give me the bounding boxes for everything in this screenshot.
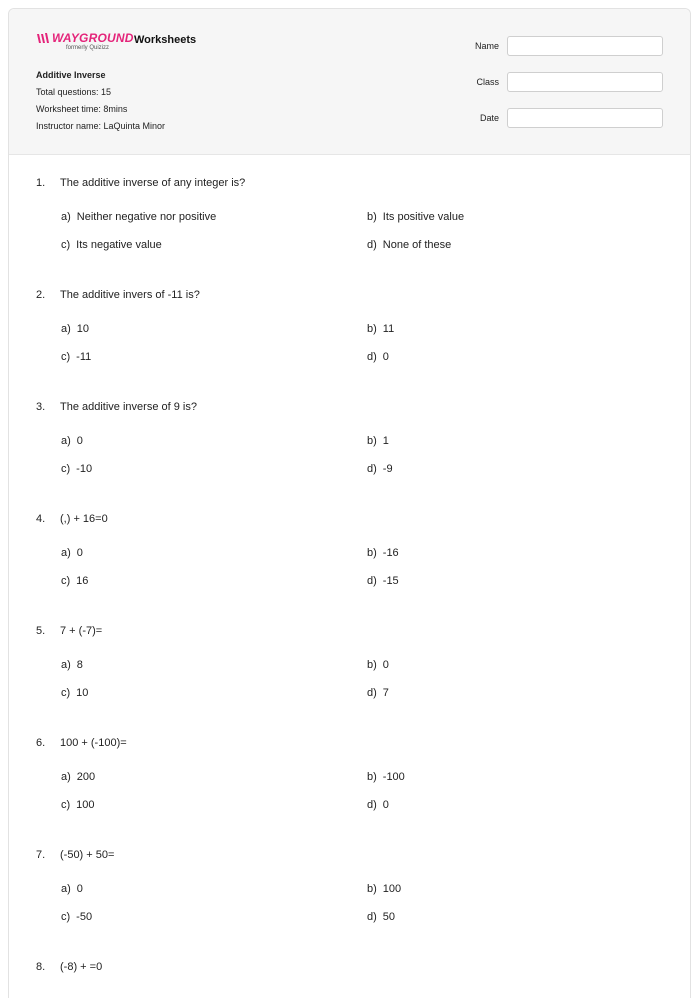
option-letter: d) bbox=[367, 351, 377, 363]
option-text: 0 bbox=[76, 435, 83, 447]
option-letter: b) bbox=[367, 883, 377, 895]
answer-option bbox=[61, 883, 367, 899]
wayground-logo bbox=[36, 31, 134, 45]
date-field-row bbox=[475, 107, 663, 129]
option-text: -15 bbox=[382, 575, 399, 587]
option-text: 10 bbox=[76, 687, 89, 699]
answer-option bbox=[367, 883, 627, 899]
answer-option bbox=[61, 659, 367, 675]
question-text: (-50) + 50= bbox=[60, 849, 115, 861]
option-letter: a) bbox=[61, 659, 71, 671]
option-text: -11 bbox=[76, 351, 92, 363]
product-title: Worksheets bbox=[134, 34, 197, 46]
option-letter: c) bbox=[61, 463, 71, 475]
question-number: 8. bbox=[36, 961, 46, 973]
brand bbox=[36, 31, 197, 52]
answer-option bbox=[61, 575, 367, 591]
option-letter: a) bbox=[61, 435, 71, 447]
option-letter: d) bbox=[367, 911, 377, 923]
question-3 bbox=[36, 401, 627, 479]
option-letter: d) bbox=[367, 687, 377, 699]
worksheet-header bbox=[9, 9, 690, 155]
option-text: 16 bbox=[76, 575, 89, 587]
answer-option bbox=[367, 687, 627, 703]
date-label: Date bbox=[479, 113, 499, 123]
instructor-name: Instructor name: LaQuinta Minor bbox=[36, 121, 166, 131]
option-text: 7 bbox=[382, 687, 389, 699]
question-text: 100 + (-100)= bbox=[60, 737, 127, 749]
option-letter: c) bbox=[61, 239, 71, 251]
option-letter: b) bbox=[367, 211, 377, 223]
answer-options bbox=[61, 435, 627, 479]
question-5 bbox=[36, 625, 627, 703]
question-text-row bbox=[36, 289, 627, 305]
option-text: 1 bbox=[382, 435, 389, 447]
option-text: 0 bbox=[382, 659, 389, 671]
answer-options bbox=[61, 211, 627, 255]
question-text-row bbox=[36, 625, 627, 641]
option-text: 50 bbox=[382, 911, 396, 923]
question-text: (,) + 16=0 bbox=[60, 513, 108, 525]
class-label: Class bbox=[476, 77, 499, 87]
option-text: None of these bbox=[382, 239, 452, 251]
question-text-row bbox=[36, 849, 627, 865]
answer-option bbox=[61, 687, 367, 703]
option-text: 0 bbox=[76, 547, 83, 559]
worksheet-meta bbox=[36, 67, 165, 135]
answer-options bbox=[61, 547, 627, 591]
option-letter: d) bbox=[367, 799, 377, 811]
answer-option bbox=[61, 435, 367, 451]
option-letter: d) bbox=[367, 463, 377, 475]
option-text: 8 bbox=[76, 659, 83, 671]
option-letter: b) bbox=[367, 435, 377, 447]
option-text: Its positive value bbox=[382, 211, 465, 223]
option-text: 200 bbox=[76, 771, 96, 783]
question-4 bbox=[36, 513, 627, 591]
answer-options bbox=[61, 659, 627, 703]
option-text: 0 bbox=[76, 883, 83, 895]
question-text-row bbox=[36, 177, 627, 193]
question-text-row bbox=[36, 737, 627, 753]
name-field-row bbox=[475, 35, 663, 57]
answer-option bbox=[61, 323, 367, 339]
worksheet-time: Worksheet time: 8mins bbox=[36, 104, 128, 114]
answer-option bbox=[367, 575, 627, 591]
option-text: -50 bbox=[76, 911, 93, 923]
question-text: The additive inverse of any integer is? bbox=[60, 177, 246, 189]
option-text: 100 bbox=[382, 883, 402, 895]
option-text: -100 bbox=[382, 771, 405, 783]
question-number: 1. bbox=[36, 177, 46, 189]
question-number: 3. bbox=[36, 401, 46, 413]
question-7 bbox=[36, 849, 627, 927]
option-letter: d) bbox=[367, 575, 377, 587]
class-input[interactable] bbox=[507, 72, 663, 92]
class-field-row bbox=[475, 71, 663, 93]
answer-options bbox=[61, 883, 627, 927]
answer-option bbox=[367, 211, 627, 227]
name-input[interactable] bbox=[507, 36, 663, 56]
option-letter: a) bbox=[61, 883, 71, 895]
answer-option bbox=[367, 323, 627, 339]
answer-option bbox=[367, 351, 627, 367]
worksheet-page bbox=[8, 8, 691, 998]
answer-option bbox=[367, 435, 627, 451]
answer-option bbox=[61, 771, 367, 787]
option-letter: b) bbox=[367, 659, 377, 671]
question-6 bbox=[36, 737, 627, 815]
date-input[interactable] bbox=[507, 108, 663, 128]
option-text: 0 bbox=[382, 799, 389, 811]
answer-option bbox=[367, 239, 627, 255]
question-text: 7 + (-7)= bbox=[60, 625, 103, 637]
question-text: (-8) + =0 bbox=[60, 961, 103, 973]
option-letter: c) bbox=[61, 575, 71, 587]
answer-option bbox=[367, 547, 627, 563]
question-number: 5. bbox=[36, 625, 46, 637]
option-text: 10 bbox=[76, 323, 90, 335]
total-questions: Total questions: 15 bbox=[36, 87, 112, 97]
option-letter: b) bbox=[367, 771, 377, 783]
option-text: -10 bbox=[76, 463, 93, 475]
question-1 bbox=[36, 177, 627, 255]
answer-option bbox=[367, 911, 627, 927]
option-letter: d) bbox=[367, 239, 377, 251]
question-text: The additive inverse of 9 is? bbox=[60, 401, 197, 413]
question-text: The additive invers of -11 is? bbox=[60, 289, 200, 301]
option-letter: c) bbox=[61, 351, 71, 363]
question-number: 6. bbox=[36, 737, 46, 749]
option-letter: a) bbox=[61, 211, 71, 223]
question-2 bbox=[36, 289, 627, 367]
option-text: -9 bbox=[382, 463, 393, 475]
answer-option bbox=[61, 239, 367, 255]
option-text: -16 bbox=[382, 547, 399, 559]
option-letter: a) bbox=[61, 323, 71, 335]
answer-option bbox=[367, 771, 627, 787]
question-text-row bbox=[36, 401, 627, 417]
answer-option bbox=[61, 351, 367, 367]
option-letter: c) bbox=[61, 799, 71, 811]
worksheet-title: Additive Inverse bbox=[36, 70, 106, 80]
name-label: Name bbox=[474, 41, 499, 51]
option-text: 0 bbox=[382, 351, 389, 363]
student-fields bbox=[475, 35, 663, 143]
answer-option bbox=[61, 211, 367, 227]
answer-option bbox=[367, 659, 627, 675]
option-letter: b) bbox=[367, 547, 377, 559]
answer-options bbox=[61, 771, 627, 815]
question-8 bbox=[36, 961, 102, 977]
option-letter: b) bbox=[367, 323, 377, 335]
answer-option bbox=[61, 547, 367, 563]
answer-option bbox=[61, 463, 367, 479]
logo-subtitle: formerly Quizizz bbox=[66, 45, 110, 51]
wayground-logo-icon bbox=[36, 32, 50, 44]
option-letter: a) bbox=[61, 771, 71, 783]
option-text: 100 bbox=[76, 799, 95, 811]
logo-text: WAYGROUND bbox=[52, 31, 134, 45]
question-number: 7. bbox=[36, 849, 46, 861]
option-text: Neither negative nor positive bbox=[76, 211, 217, 223]
option-letter: c) bbox=[61, 911, 71, 923]
answer-option bbox=[367, 463, 627, 479]
option-letter: a) bbox=[61, 547, 71, 559]
option-letter: c) bbox=[61, 687, 71, 699]
answer-option bbox=[61, 799, 367, 815]
option-text: 11 bbox=[382, 323, 395, 335]
question-number: 2. bbox=[36, 289, 46, 301]
answer-option bbox=[61, 911, 367, 927]
option-text: Its negative value bbox=[76, 239, 162, 251]
question-text-row bbox=[36, 513, 627, 529]
question-number: 4. bbox=[36, 513, 46, 525]
answer-options bbox=[61, 323, 627, 367]
answer-option bbox=[367, 799, 627, 815]
question-text-row bbox=[36, 961, 102, 977]
